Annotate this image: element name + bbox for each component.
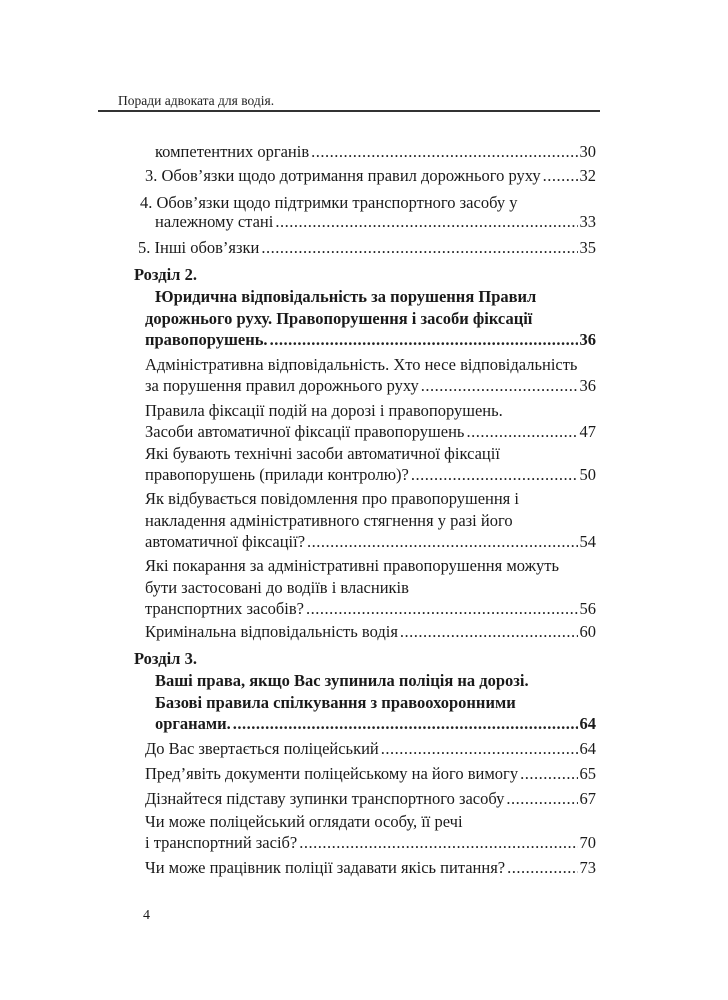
section-label: Розділ 2.: [134, 265, 197, 284]
toc-entry-line: бути застосовані до водіїв і власників: [145, 578, 409, 597]
toc-entry: 5. Інші обов’язки ..... 35: [138, 237, 596, 259]
toc-entry: за порушення правил дорожнього руху ..... 36: [145, 375, 596, 397]
toc-entry-line: Чи може поліцейський оглядати особу, її речі: [145, 812, 463, 831]
section-title-line: Юридична відповідальність за порушення Правил: [155, 287, 537, 306]
toc-entry: До Вас звертається поліцейський ..... 64: [145, 738, 596, 760]
page-number: 4: [143, 908, 150, 923]
section-label: Розділ 3.: [134, 649, 197, 668]
toc-entry: Чи може працівник поліції задавати якісь питання? ..... 73: [145, 857, 596, 879]
toc-entry-line: Правила фіксації подій на дорозі і правопорушень.: [145, 401, 503, 420]
section-title-line: Ваші права, якщо Вас зупинила поліція на дорозі.: [155, 671, 529, 690]
toc-section-entry: правопорушень. ..... 36: [145, 329, 596, 351]
toc-entry: компетентних органів ..... 30: [155, 141, 596, 163]
toc-section-entry: органами. ..... 64: [155, 713, 596, 735]
section-title-line: дорожнього руху. Правопорушення і засоби фіксації: [145, 309, 533, 328]
toc-entry: 3. Обов’язки щодо дотримання правил дорожнього руху ..... 32: [145, 165, 596, 187]
toc-entry: Кримінальна відповідальність водія ..... 60: [145, 621, 596, 643]
toc-entry-line: Як відбувається повідомлення про правопорушення і: [145, 489, 519, 508]
toc-entry-line: 4. Обов’язки щодо підтримки транспортного засобу у: [140, 193, 518, 212]
toc-entry: Дізнайтеся підставу зупинки транспортного засобу ..... 67: [145, 788, 596, 810]
toc-entry-line: Які бувають технічні засоби автоматичної фіксації: [145, 444, 500, 463]
running-head: Поради адвоката для водія.: [118, 93, 275, 108]
toc-entry: належному стані ..... 33: [155, 211, 596, 233]
toc-entry: Засоби автоматичної фіксації правопорушень ..... 47: [145, 421, 596, 443]
toc-entry: і транспортний засіб? ..... 70: [145, 832, 596, 854]
toc-entry: транспортних засобів? ..... 56: [145, 598, 596, 620]
toc-entry-line: Які покарання за адміністративні правопорушення можуть: [145, 556, 559, 575]
toc-entry: правопорушень (прилади контролю)? ..... 50: [145, 464, 596, 486]
toc-entry-line: Адміністративна відповідальність. Хто несе відповідальність: [145, 355, 578, 374]
toc-entry: автоматичної фіксації? ..... 54: [145, 531, 596, 553]
section-title-line: Базові правила спілкування з правоохоронними: [155, 693, 516, 712]
toc-entry: Пред’явіть документи поліцейському на його вимогу ..... 65: [145, 763, 596, 785]
toc-entry-line: накладення адміністративного стягнення у разі його: [145, 511, 513, 530]
